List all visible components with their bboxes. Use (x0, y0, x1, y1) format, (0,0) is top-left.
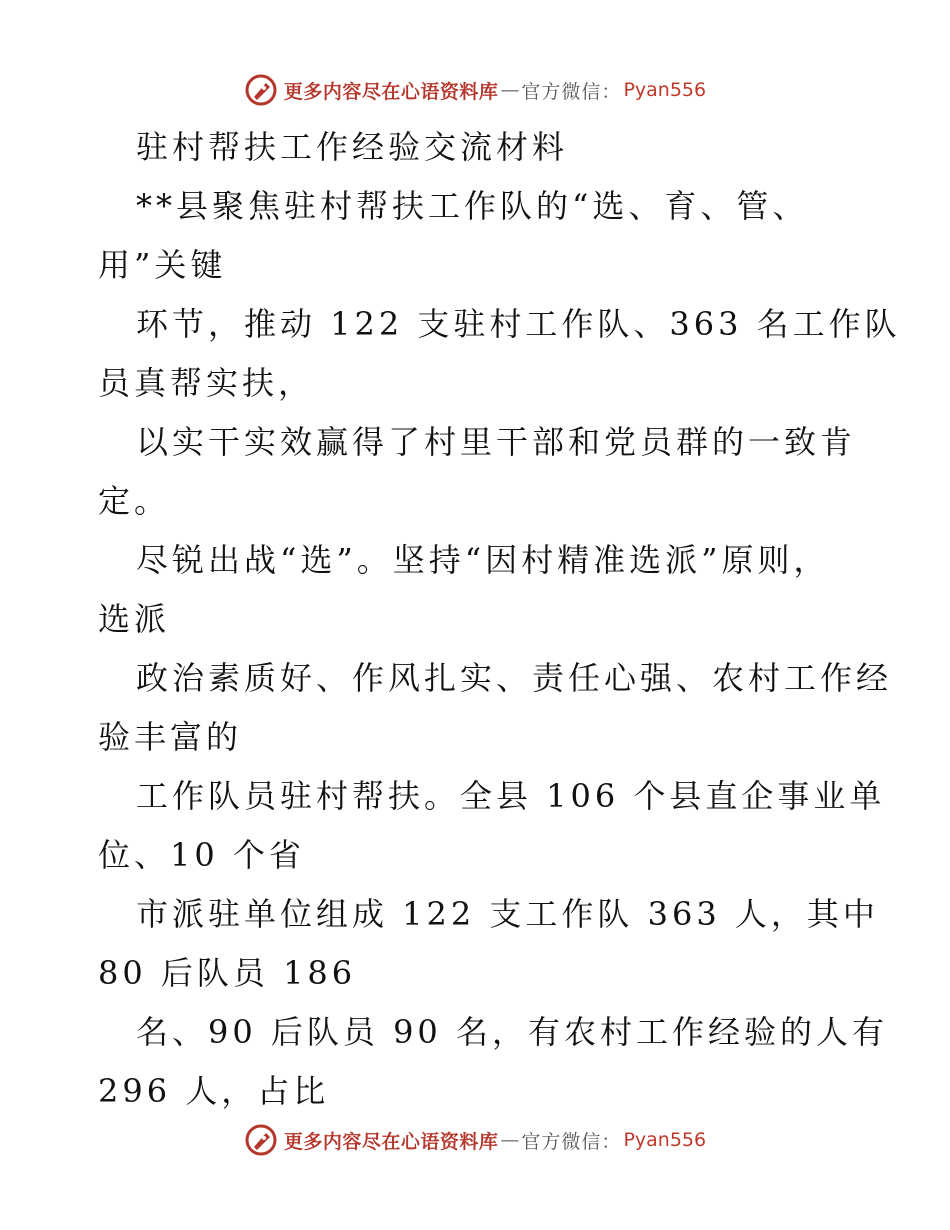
banner-wechat-id: Pyan556 (623, 79, 707, 101)
text-line: 市派驻单位组成 122 支工作队 363 人，其中 (136, 895, 879, 933)
text-line: 名、90 后队员 90 名，有农村工作经验的人有 (136, 1013, 888, 1051)
text-line: 选派 (98, 600, 171, 638)
text-line: 环节，推动 122 支驻村工作队、363 名工作队 (136, 305, 901, 343)
banner-site-text: 更多内容尽在心语资料库 (283, 80, 499, 103)
text-line: 政治素质好、作风扎实、责任心强、农村工作经 (136, 659, 893, 697)
banner-site-text: 更多内容尽在心语资料库 (283, 1130, 499, 1153)
text-line: 尽锐出战“选”。坚持“因村精准选派”原则， (136, 541, 830, 579)
header-watermark-banner (0, 70, 950, 110)
pen-nib-logo-icon (244, 1123, 278, 1157)
text-line: 工作队员驻村帮扶。全县 106 个县直企事业单 (136, 777, 886, 815)
text-line: 用”关键 (98, 246, 227, 284)
text-line: 80 后队员 186 (98, 954, 357, 992)
banner-wechat-label: 官方微信： (521, 80, 622, 103)
banner-dash: — (500, 1129, 520, 1151)
banner-wechat-label: 官方微信： (521, 1130, 622, 1153)
text-line: 位、10 个省 (98, 836, 305, 874)
text-line: 定。 (98, 482, 171, 520)
text-line: 验丰富的 (98, 718, 243, 756)
document-title: 驻村帮扶工作经验交流材料 (136, 128, 569, 166)
banner-dash: — (500, 79, 520, 101)
banner-wechat-id: Pyan556 (623, 1129, 707, 1151)
text-line: **县聚焦驻村帮扶工作队的“选、育、管、 (136, 187, 809, 225)
text-line: 员真帮实扶， (98, 364, 315, 402)
text-line: 296 人，占比 (98, 1072, 330, 1110)
text-line: 以实干实效赢得了村里干部和党员群的一致肯 (136, 423, 857, 461)
footer-watermark-banner (0, 1120, 950, 1160)
pen-nib-logo-icon (244, 73, 278, 107)
document-body (98, 118, 901, 1121)
